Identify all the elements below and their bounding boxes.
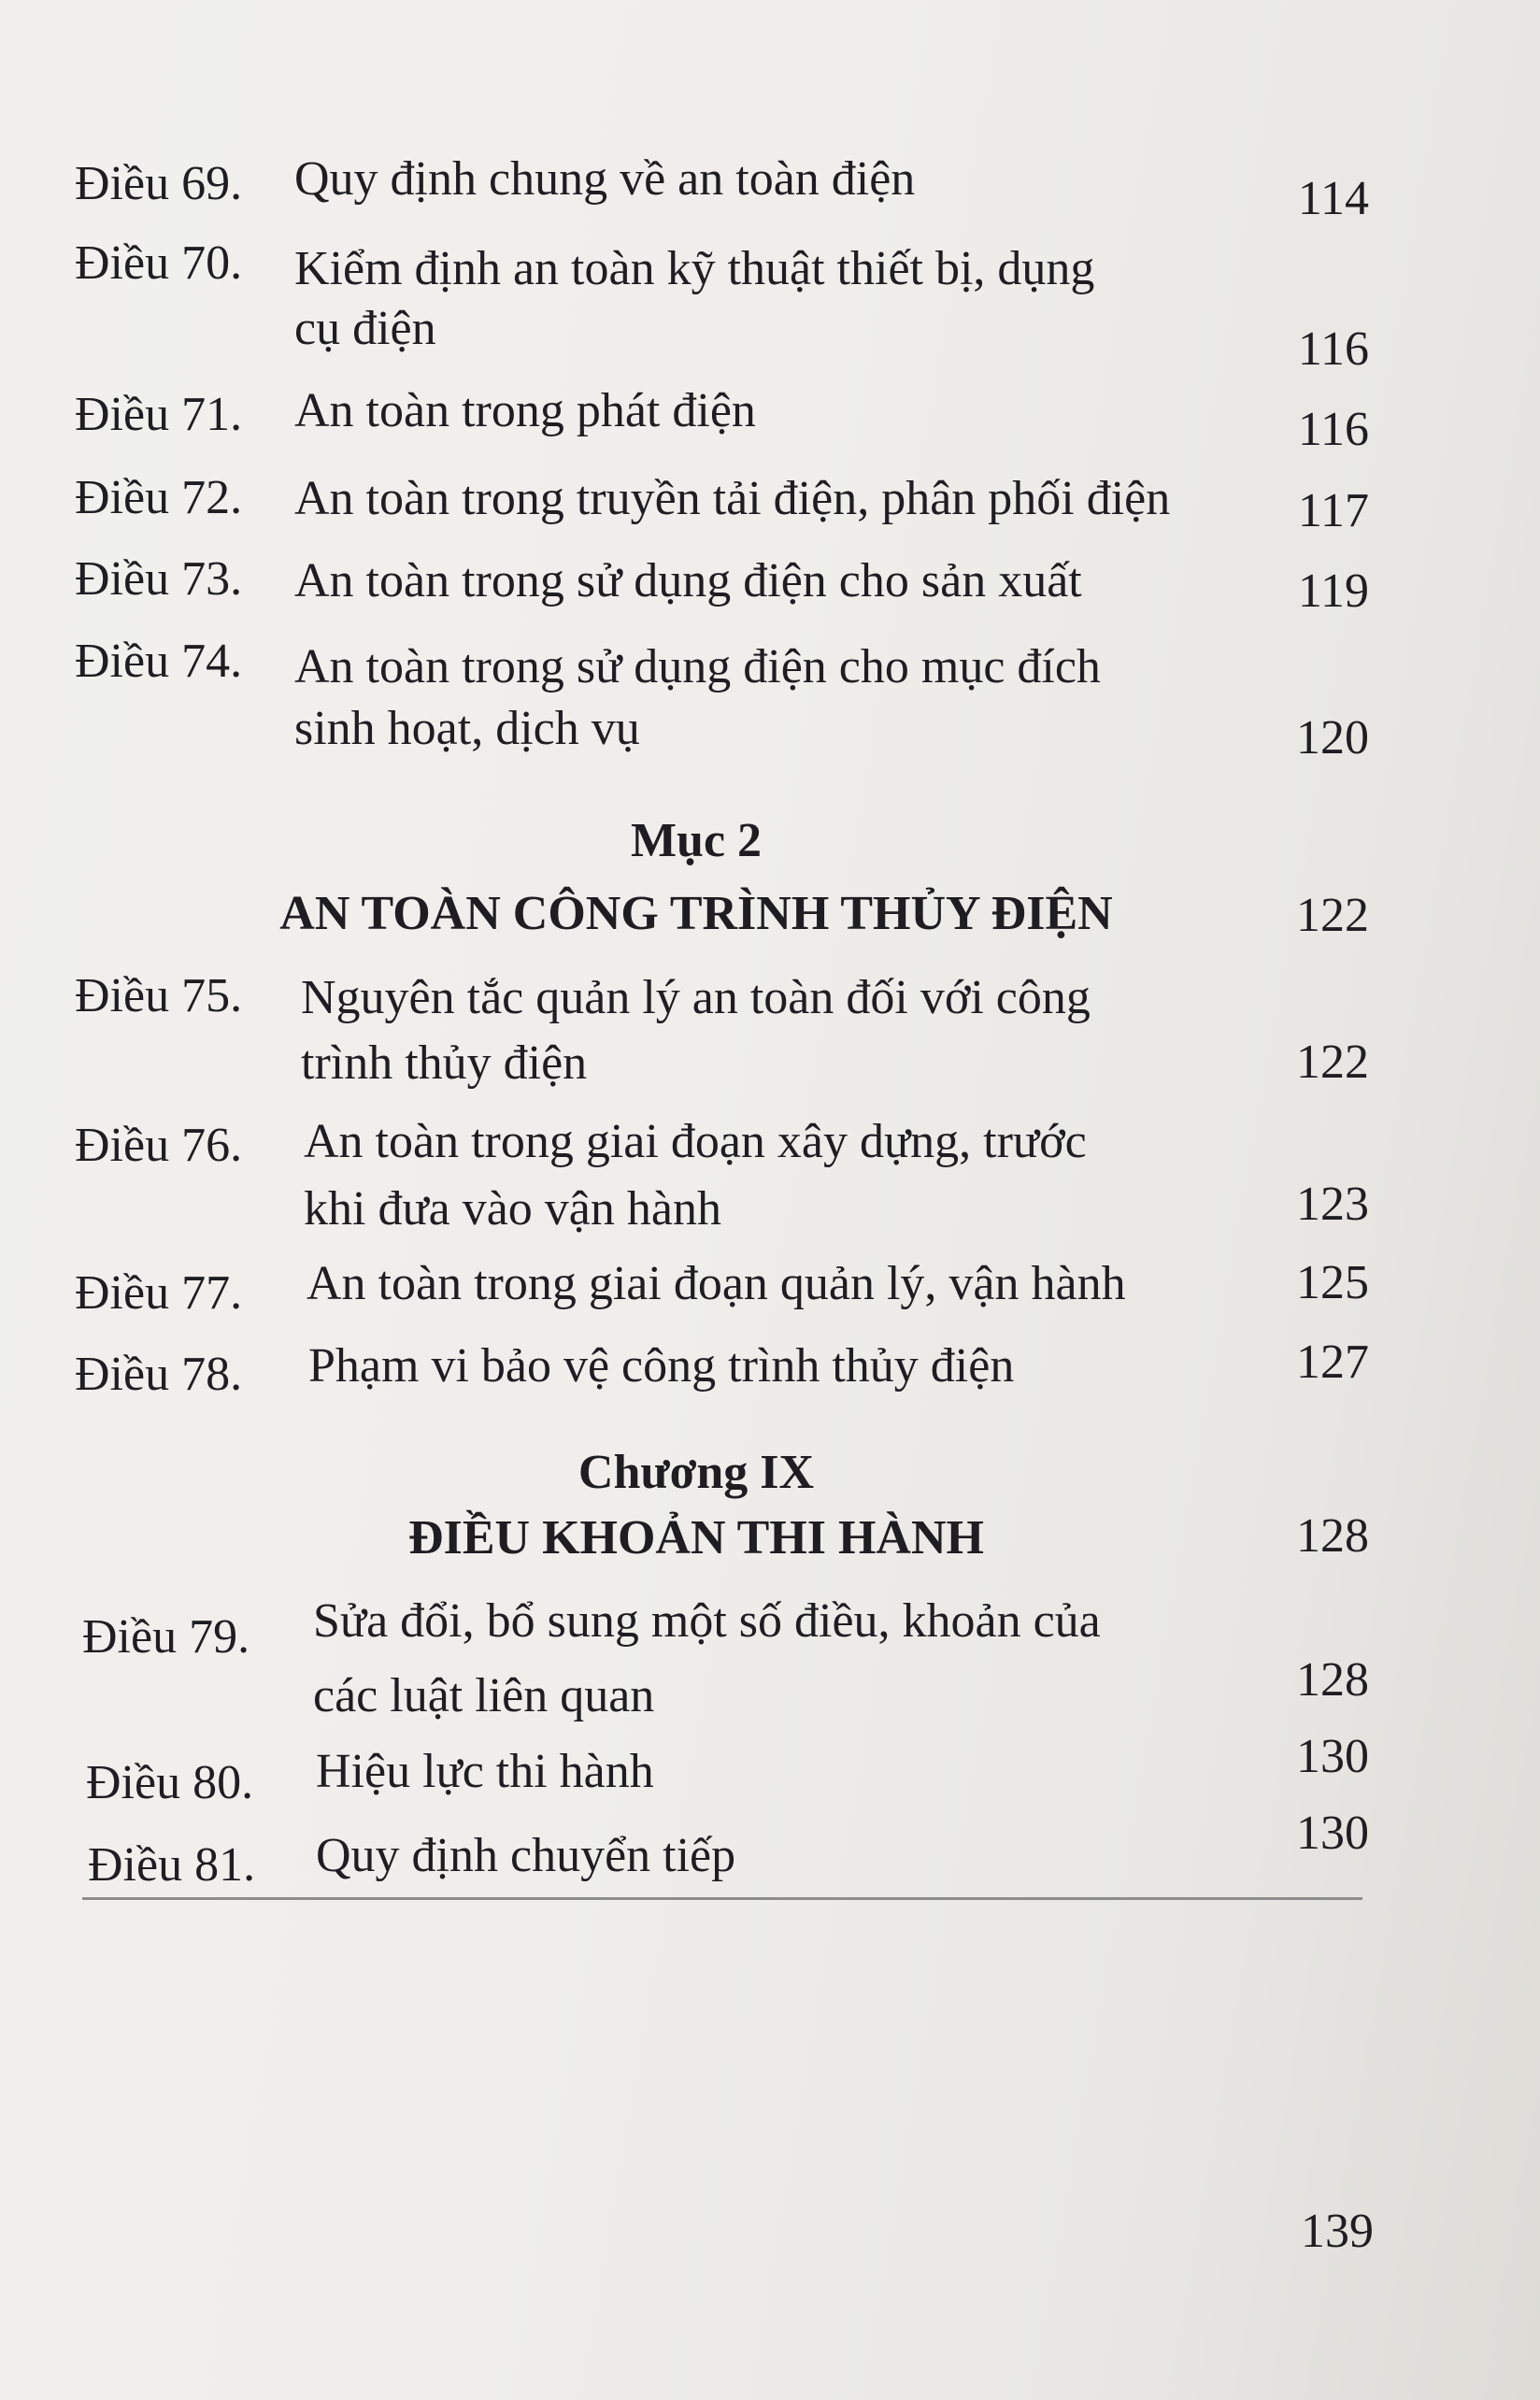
section-page: 122	[1296, 889, 1369, 942]
article-title-continued: sinh hoạt, dịch vụ	[294, 702, 640, 755]
article-number: Điều 79.	[82, 1610, 250, 1664]
page-number: 139	[1301, 2205, 1374, 2258]
article-title-continued: cụ điện	[294, 302, 436, 355]
article-page: 116	[1297, 403, 1369, 456]
article-page: 116	[1297, 322, 1369, 376]
article-number: Điều 75.	[75, 969, 243, 1022]
article-number: Điều 81.	[88, 1838, 256, 1892]
article-page: 119	[1297, 564, 1369, 618]
article-title: An toàn trong giai đoạn xây dựng, trước	[304, 1115, 1087, 1168]
article-title: An toàn trong truyền tải điện, phân phối điện	[294, 472, 1171, 525]
article-page: 120	[1296, 711, 1369, 764]
article-page: 122	[1296, 1036, 1369, 1089]
article-title: Hiệu lực thi hành	[316, 1745, 654, 1798]
article-page: 128	[1296, 1653, 1369, 1707]
article-title: An toàn trong phát điện	[294, 384, 756, 437]
article-number: Điều 70.	[75, 236, 243, 290]
article-number: Điều 80.	[86, 1756, 254, 1809]
divider-line	[82, 1897, 1362, 1900]
article-title: Sửa đổi, bổ sung một số điều, khoản của	[313, 1594, 1101, 1648]
article-number: Điều 73.	[75, 552, 243, 606]
article-page: 117	[1297, 484, 1369, 537]
article-title: An toàn trong sử dụng điện cho sản xuất	[294, 554, 1082, 607]
chapter-label: Chương IX	[578, 1446, 815, 1499]
article-page: 127	[1296, 1336, 1369, 1389]
article-title: An toàn trong giai đoạn quản lý, vận hành	[307, 1257, 1126, 1310]
article-title-continued: trình thủy điện	[301, 1036, 588, 1090]
article-page: 114	[1297, 172, 1369, 225]
chapter-title: ĐIỀU KHOẢN THI HÀNH	[408, 1511, 984, 1564]
article-title: An toàn trong sử dụng điện cho mục đích	[294, 640, 1101, 693]
article-page: 130	[1296, 1807, 1369, 1860]
article-title: Quy định chuyển tiếp	[316, 1829, 736, 1882]
article-number: Điều 72.	[75, 471, 243, 524]
section-title: AN TOÀN CÔNG TRÌNH THỦY ĐIỆN	[279, 887, 1113, 940]
article-number: Điều 78.	[75, 1348, 243, 1401]
article-title-continued: các luật liên quan	[313, 1669, 655, 1722]
article-number: Điều 76.	[75, 1119, 243, 1172]
article-page: 125	[1296, 1256, 1369, 1309]
article-title: Kiểm định an toàn kỹ thuật thiết bị, dụng	[294, 242, 1095, 295]
article-title: Quy định chung về an toàn điện	[294, 152, 916, 206]
article-number: Điều 77.	[75, 1266, 243, 1320]
article-number: Điều 71.	[75, 388, 243, 441]
article-number: Điều 74.	[75, 635, 243, 688]
article-page: 130	[1296, 1730, 1369, 1783]
article-title: Nguyên tắc quản lý an toàn đối với công	[301, 971, 1091, 1024]
chapter-page: 128	[1296, 1509, 1369, 1563]
article-title-continued: khi đưa vào vận hành	[304, 1182, 721, 1236]
section-label: Mục 2	[630, 814, 763, 867]
article-title: Phạm vi bảo vệ công trình thủy điện	[308, 1339, 1015, 1393]
article-page: 123	[1296, 1178, 1369, 1231]
article-number: Điều 69.	[75, 157, 243, 210]
